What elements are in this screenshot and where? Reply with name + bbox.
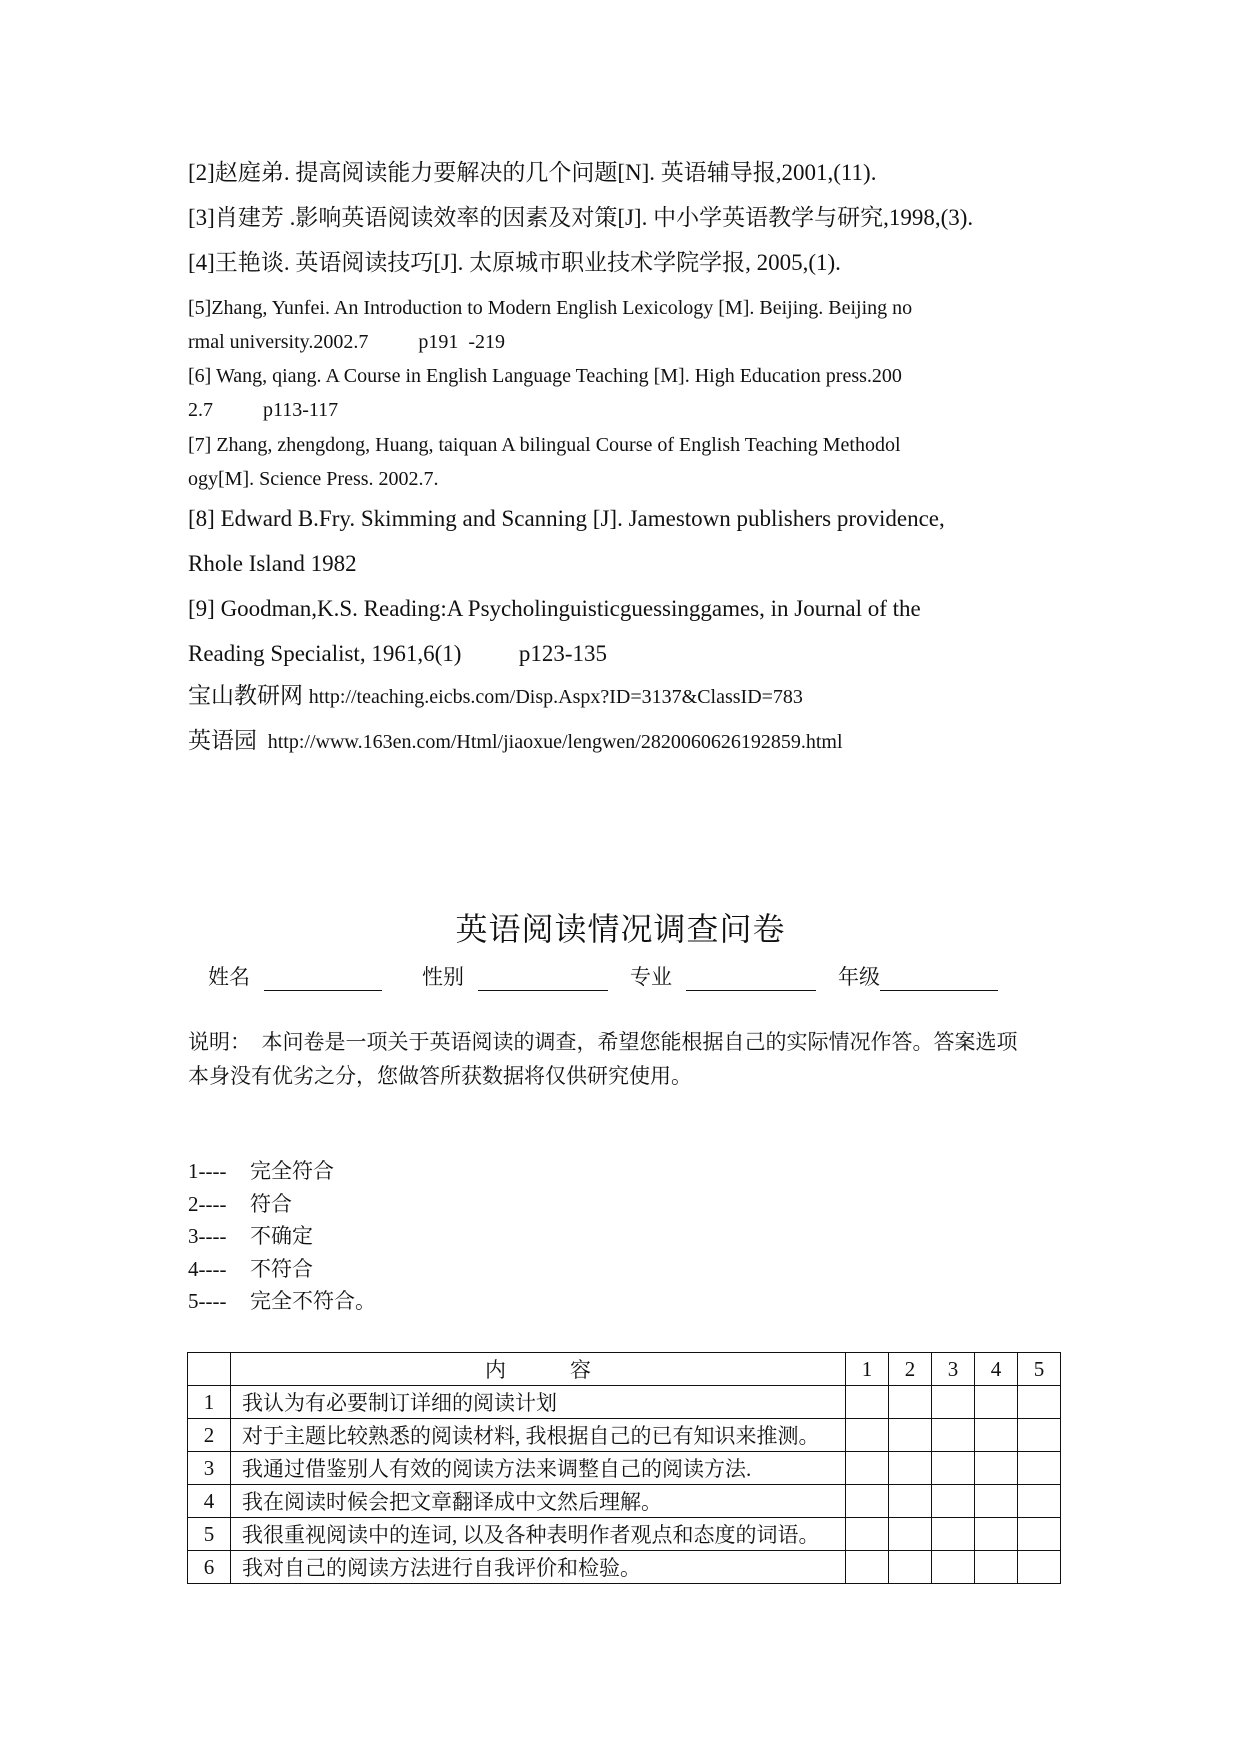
score-cell[interactable] — [846, 1551, 889, 1584]
reference-8 — [188, 496, 1054, 586]
header-score-5: 5 — [1018, 1353, 1061, 1386]
scale-number: 1---- — [188, 1159, 227, 1183]
score-cell[interactable] — [889, 1419, 932, 1452]
reference-7 — [188, 428, 1054, 496]
row-content: 我在阅读时候会把文章翻译成中文然后理解。 — [231, 1485, 846, 1518]
gender-field[interactable] — [478, 964, 608, 991]
table-row — [188, 1419, 1061, 1452]
name-label: 姓名 — [208, 965, 250, 989]
score-cell[interactable] — [889, 1452, 932, 1485]
reference-8-line1: [8] Edward B.Fry. Skimming and Scanning [J]. Jamestown publishers providence, — [188, 506, 945, 531]
score-cell[interactable] — [889, 1551, 932, 1584]
reference-4: [4]王艳谈. 英语阅读技巧[J]. 太原城市职业技术学院学报, 2005,(1). — [188, 250, 841, 275]
row-content: 我认为有必要制订详细的阅读计划 — [231, 1386, 846, 1419]
score-cell[interactable] — [932, 1518, 975, 1551]
web-reference-1-url[interactable]: http://teaching.eicbs.com/Disp.Aspx?ID=3137&ClassID=783 — [308, 686, 803, 708]
web-reference-2 — [188, 724, 1054, 759]
score-cell[interactable] — [846, 1518, 889, 1551]
row-index: 3 — [188, 1452, 231, 1485]
reference-2: [2]赵庭弟. 提高阅读能力要解决的几个问题[N]. 英语辅导报,2001,(11). — [188, 160, 877, 185]
score-cell[interactable] — [975, 1386, 1018, 1419]
scale-number: 3---- — [188, 1224, 227, 1248]
score-cell[interactable] — [932, 1386, 975, 1419]
instructions-line1: 说明： 本问卷是一项关于英语阅读的调查，希望您能根据自己的实际情况作答。答案选项 — [188, 1030, 1018, 1054]
score-cell[interactable] — [1018, 1518, 1061, 1551]
reference-7-line1: [7] Zhang, zhengdong, Huang, taiquan A bilingual Course of English Teaching Methodol — [188, 434, 901, 456]
survey-title: 英语阅读情况调查问卷 — [455, 911, 786, 947]
reference-5-line2: rmal university.2002.7 p191 -219 — [188, 331, 506, 353]
scale-label: 符合 — [250, 1191, 292, 1216]
header-content-cell — [231, 1353, 846, 1386]
scale-number: 4---- — [188, 1256, 227, 1281]
score-cell[interactable] — [975, 1551, 1018, 1584]
score-cell[interactable] — [932, 1452, 975, 1485]
survey-instructions — [188, 1025, 1054, 1093]
reference-5 — [188, 291, 1054, 359]
reference-6 — [188, 359, 1054, 427]
table-header-row — [188, 1353, 1061, 1386]
table-row — [188, 1386, 1061, 1419]
header-score-3: 3 — [932, 1353, 975, 1386]
reference-6-line1: [6] Wang, qiang. A Course in English Language Teaching [M]. High Education press.200 — [188, 365, 902, 387]
score-cell[interactable] — [1018, 1485, 1061, 1518]
table-row — [188, 1551, 1061, 1584]
row-content: 我通过借鉴别人有效的阅读方法来调整自己的阅读方法. — [231, 1452, 846, 1485]
row-index: 5 — [188, 1518, 231, 1551]
web-reference-1-label: 宝山教研网 — [188, 683, 303, 708]
web-reference-2-url[interactable]: http://www.163en.com/Html/jiaoxue/lengwen/2820060626192859.html — [267, 731, 843, 753]
survey-table — [187, 1352, 1061, 1584]
score-cell[interactable] — [975, 1419, 1018, 1452]
gender-label: 性别 — [422, 965, 464, 989]
score-cell[interactable] — [932, 1551, 975, 1584]
header-content-char-a: 内 — [485, 1358, 506, 1382]
header-score-4: 4 — [975, 1353, 1018, 1386]
scale-number: 5---- — [188, 1289, 227, 1313]
table-row — [188, 1485, 1061, 1518]
scale-item — [188, 1220, 376, 1253]
scale-item — [188, 1253, 376, 1286]
reference-9 — [188, 586, 1054, 676]
major-field[interactable] — [686, 964, 816, 991]
score-cell[interactable] — [932, 1419, 975, 1452]
row-index: 2 — [188, 1419, 231, 1452]
table-row — [188, 1518, 1061, 1551]
row-content: 我对自己的阅读方法进行自我评价和检验。 — [231, 1551, 846, 1584]
score-cell[interactable] — [889, 1518, 932, 1551]
web-reference-1 — [188, 679, 1054, 714]
scale-label: 不确定 — [250, 1224, 313, 1248]
score-cell[interactable] — [1018, 1419, 1061, 1452]
respondent-info-row — [208, 961, 998, 991]
score-cell[interactable] — [846, 1452, 889, 1485]
score-cell[interactable] — [932, 1485, 975, 1518]
score-cell[interactable] — [1018, 1452, 1061, 1485]
score-cell[interactable] — [1018, 1386, 1061, 1419]
grade-field[interactable] — [880, 964, 998, 991]
row-index: 6 — [188, 1551, 231, 1584]
reference-9-line2: Reading Specialist, 1961,6(1) p123-135 — [188, 641, 608, 666]
score-cell[interactable] — [846, 1419, 889, 1452]
scale-item — [188, 1285, 376, 1318]
reference-6-line2: 2.7 p113-117 — [188, 399, 339, 421]
reference-9-line1: [9] Goodman,K.S. Reading:A Psycholinguisticguessinggames, in Journal of the — [188, 596, 921, 621]
score-cell[interactable] — [975, 1518, 1018, 1551]
scale-item — [188, 1155, 376, 1188]
scale-label: 不符合 — [250, 1256, 313, 1281]
row-index: 1 — [188, 1386, 231, 1419]
reference-8-line2: Rhole Island 1982 — [188, 551, 357, 576]
header-score-1: 1 — [846, 1353, 889, 1386]
scale-label: 完全符合 — [250, 1159, 334, 1183]
score-cell[interactable] — [846, 1485, 889, 1518]
scale-number: 2---- — [188, 1191, 227, 1216]
score-cell[interactable] — [889, 1485, 932, 1518]
header-score-2: 2 — [889, 1353, 932, 1386]
name-field[interactable] — [264, 964, 382, 991]
score-cell[interactable] — [846, 1386, 889, 1419]
major-label: 专业 — [630, 965, 672, 989]
reference-5-line1: [5]Zhang, Yunfei. An Introduction to Modern English Lexicology [M]. Beijing. Beijing no — [188, 297, 913, 319]
row-content: 对于主题比较熟悉的阅读材料, 我根据自己的已有知识来推测。 — [231, 1419, 846, 1452]
reference-7-line2: ogy[M]. Science Press. 2002.7. — [188, 468, 439, 490]
scale-item — [188, 1188, 376, 1221]
table-row — [188, 1452, 1061, 1485]
web-reference-2-label: 英语园 — [188, 728, 257, 753]
rating-scale-legend — [188, 1155, 376, 1318]
grade-label: 年级 — [838, 965, 880, 989]
score-cell[interactable] — [889, 1386, 932, 1419]
row-content: 我很重视阅读中的连词, 以及各种表明作者观点和态度的词语。 — [231, 1518, 846, 1551]
score-cell[interactable] — [1018, 1551, 1061, 1584]
row-index: 4 — [188, 1485, 231, 1518]
reference-3: [3]肖建芳 .影响英语阅读效率的因素及对策[J]. 中小学英语教学与研究,1998,(3). — [188, 205, 974, 230]
scale-label: 完全不符合。 — [250, 1289, 376, 1313]
header-index-cell — [188, 1353, 231, 1386]
header-content-char-b: 容 — [570, 1358, 591, 1382]
score-cell[interactable] — [975, 1452, 1018, 1485]
score-cell[interactable] — [975, 1485, 1018, 1518]
instructions-line2: 本身没有优劣之分，您做答所获数据将仅供研究使用。 — [188, 1064, 692, 1088]
